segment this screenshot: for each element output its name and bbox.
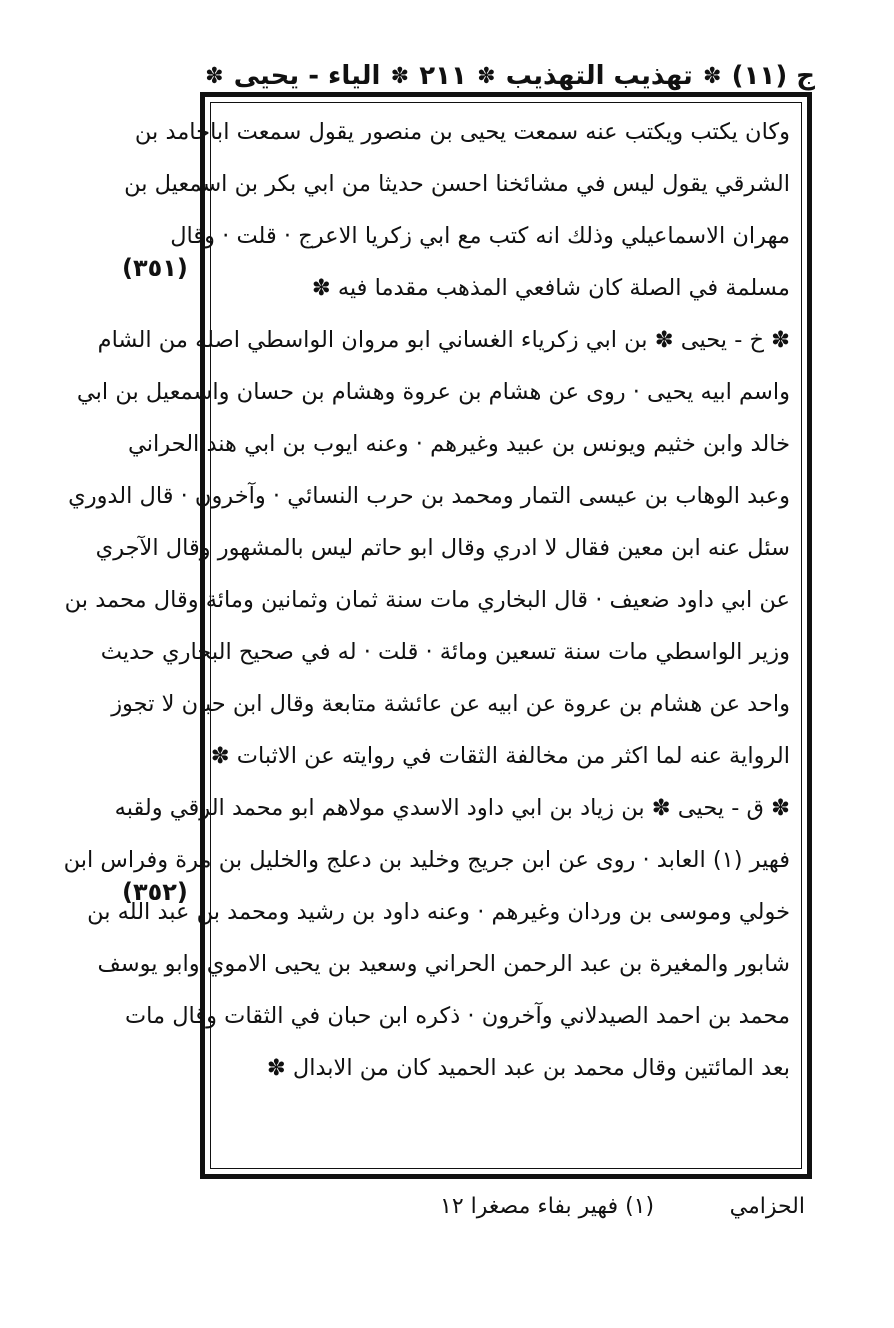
flower-ornament-icon: ✽ [477,63,496,89]
header-book-title: تهذيب التهذيب [505,61,693,91]
text-line: فهير (١) العابد · روى عن ابن جريج وخليد بن دعلج والخليل بن مرة وفراس ابن [63,847,790,873]
text-line: خالد وابن خثيم ويونس بن عبيد وغيرهم · وعنه ايوب بن ابي هند الحراني [127,431,790,457]
text-line: مسلمة في الصلة كان شافعي المذهب مقدما فيه ✽ [311,275,790,301]
text-line: محمد بن احمد الصيدلاني وآخرون · ذكره ابن حبان في الثقات وقال مات [124,1003,790,1029]
text-line: الشرقي يقول ليس في مشائخنا احسن حديثا من ابي بكر بن اسمعيل بن [124,171,790,197]
entry-heading-351: ✽ خ - يحيى ✽ بن ابي زكرياء الغساني ابو مروان الواسطي اصله من الشام [97,327,790,353]
flower-ornament-icon: ✽ [390,63,410,89]
text-line: وزير الواسطي مات سنة تسعين ومائة · قلت · له في صحيح البخاري حديث [100,639,790,665]
text-line: شابور والمغيرة بن عبد الرحمن الحراني وسعيد بن يحيى الاموي وابو يوسف [97,951,790,977]
header-page-number: ٢١١ [419,61,467,91]
flower-ornament-icon: ✽ [205,63,224,89]
text-line: خولي وموسى بن وردان وغيرهم · وعنه داود بن رشيد ومحمد بن عبد الله بن [87,899,790,925]
entry-heading-352: ✽ ق - يحيى ✽ بن زياد بن ابي داود الاسدي مولاهم ابو محمد الرقي ولقبه [114,795,790,821]
page-footer [440,1186,805,1226]
entry-number-352: (٣٥٢) [122,878,188,906]
text-line: واسم ابيه يحيى · روى عن هشام بن عروة وهشام بن حسان واسمعيل بن ابي [76,379,790,405]
text-line: بعد المائتين وقال محمد بن عبد الحميد كان من الابدال ✽ [266,1055,790,1081]
text-line: الرواية عنه لما اكثر من مخالفة الثقات في روايته عن الاثبات ✽ [210,743,790,769]
text-line: مهران الاسماعيلي وذلك انه كتب مع ابي زكريا الاعرج · قلت · وقال [170,223,790,249]
footnote: (١) فهير بفاء مصغرا ١٢ [440,1193,655,1219]
header-volume: ج (١١) [731,61,815,91]
text-line: واحد عن هشام بن عروة عن ابيه عن عائشة متابعة وقال ابن حبان لا تجوز [111,691,790,717]
flower-ornament-icon: ✽ [703,63,722,89]
text-line: وكان يكتب ويكتب عنه سمعت يحيى بن منصور يقول سمعت اباحامد بن [134,119,790,145]
header-section: الياء - يحيى [233,61,381,91]
running-header [205,56,815,96]
text-line: وعبد الوهاب بن عيسى التمار ومحمد بن حرب النسائي · وآخرون · قال الدوري [68,483,790,509]
text-line: عن ابي داود ضعيف · قال البخاري مات سنة ثمان وثمانين ومائة وقال محمد بن [64,587,790,613]
entry-number-351: (٣٥١) [122,254,188,282]
text-line: سئل عنه ابن معين فقال لا ادري وقال ابو حاتم ليس بالمشهور وقال الآجري [95,535,790,561]
catchword: الحزامي [729,1193,805,1219]
